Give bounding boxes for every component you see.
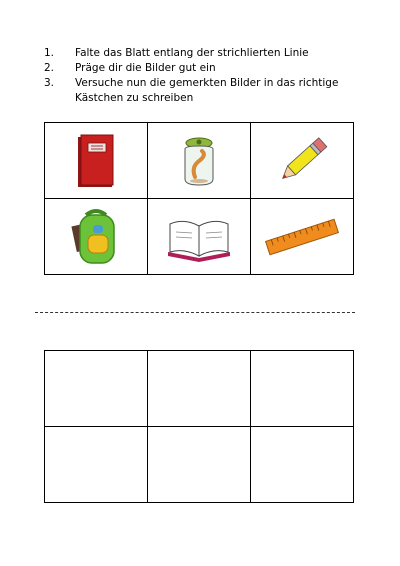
answer-cell[interactable] xyxy=(251,427,354,503)
instruction-number: 1. xyxy=(44,47,55,59)
open-book-icon xyxy=(164,212,234,262)
answer-cell[interactable] xyxy=(148,351,251,427)
instruction-number: 3. xyxy=(44,77,55,89)
instruction-text: Präge dir die Bilder gut ein xyxy=(75,62,216,74)
picture-cell xyxy=(251,199,354,275)
instructions-list xyxy=(44,46,364,106)
picture-cell xyxy=(148,123,251,199)
picture-cell xyxy=(148,199,251,275)
instruction-text: Versuche nun die gemerkten Bilder in das richtige Kästchen zu schreiben xyxy=(75,77,339,104)
pencil-icon xyxy=(272,131,332,191)
fold-line xyxy=(35,312,355,313)
picture-cell xyxy=(45,123,148,199)
answer-grid xyxy=(44,350,354,503)
picture-grid xyxy=(44,122,354,275)
notebook-icon xyxy=(66,131,126,191)
instruction-item xyxy=(44,76,364,106)
picture-cell xyxy=(251,123,354,199)
instruction-text: Falte das Blatt entlang der strichlierten Linie xyxy=(75,47,309,59)
picture-cell xyxy=(45,199,148,275)
answer-cell[interactable] xyxy=(45,427,148,503)
answer-cell[interactable] xyxy=(45,351,148,427)
answer-cell[interactable] xyxy=(148,427,251,503)
answer-cell[interactable] xyxy=(251,351,354,427)
ruler-icon xyxy=(262,212,342,262)
jar-with-worm-icon xyxy=(169,131,229,191)
instruction-item xyxy=(44,61,364,76)
backpack-icon xyxy=(64,205,128,269)
instruction-item xyxy=(44,46,364,61)
instruction-number: 2. xyxy=(44,62,55,74)
